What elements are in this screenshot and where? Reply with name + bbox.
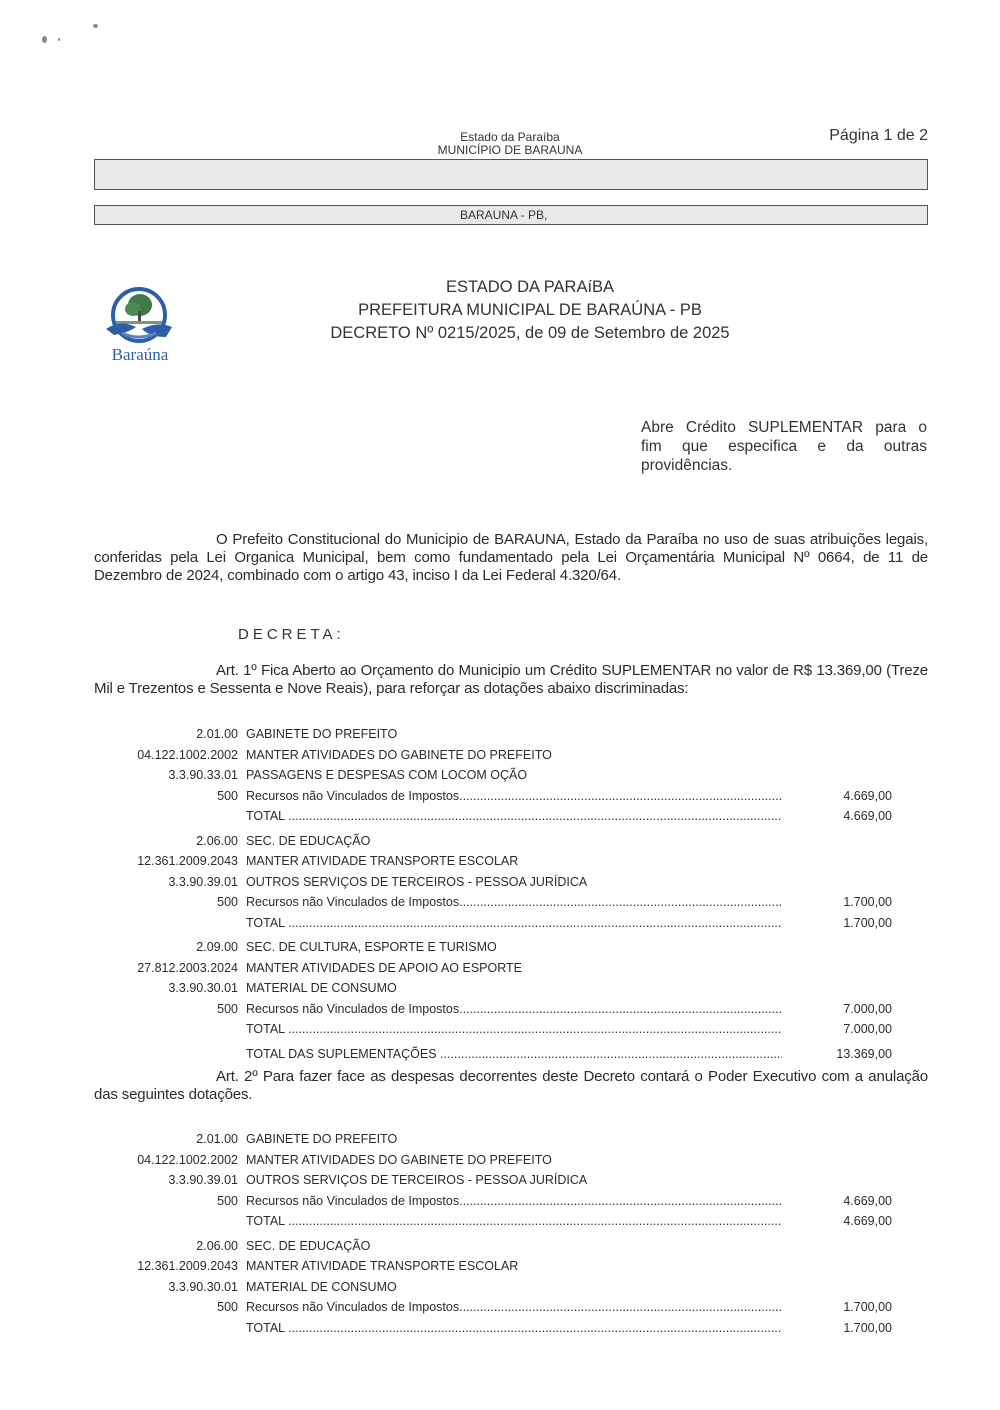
location-text: BARAUNA - PB, bbox=[460, 208, 548, 222]
article-1 bbox=[94, 662, 928, 698]
article-1-text: Art. 1º Fica Aberto ao Orçamento do Municipio um Crédito SUPLEMENTAR no valor de R$ 13.369,00 (Treze Mil e Trezentos e Sessenta e Nove Reais), para reforçar as dotações abaixo discriminadas: bbox=[94, 662, 928, 697]
element-row: 3.3.90.33.01 PASSAGENS E DESPESAS COM LOCOM OÇÃO bbox=[168, 768, 528, 782]
action-row: 12.361.2009.2043 MANTER ATIVIDADE TRANSPORTE ESCOLAR bbox=[137, 1259, 519, 1273]
org-row: 2.09.00 SEC. DE CULTURA, ESPORTE E TURISMO bbox=[196, 940, 497, 954]
org-row: 2.01.00 GABINETE DO PREFEITO bbox=[196, 1132, 398, 1146]
ementa-rest: fim que especifica e da outras providências. bbox=[641, 438, 927, 474]
title-prefeitura: PREFEITURA MUNICIPAL DE BARAÚNA - PB bbox=[358, 301, 702, 319]
source-row: 500 Recursos não Vinculados de Impostos ..... 4.669,00 bbox=[94, 1191, 928, 1212]
header-municipality: MUNICÍPIO DE BARAUNA bbox=[437, 143, 583, 157]
municipal-logo bbox=[100, 285, 178, 367]
org-row: 2.06.00 SEC. DE EDUCAÇÃO bbox=[196, 1238, 371, 1253]
title-decree: DECRETO Nº 0215/2025, de 09 de Setembro de 2025 bbox=[330, 324, 730, 342]
source-row: 500 Recursos não Vinculados de Impostos ..... 1.700,00 bbox=[94, 1297, 928, 1318]
element-row: 3.3.90.39.01 OUTROS SERVIÇOS DE TERCEIROS - PESSOA JURÍDICA bbox=[168, 874, 588, 889]
action-row: 04.122.1002.2002 MANTER ATIVIDADES DO GABINETE DO PREFEITO bbox=[137, 1152, 552, 1167]
title-state: ESTADO DA PARAíBA bbox=[445, 278, 615, 296]
running-header bbox=[380, 131, 640, 157]
header-box-blank bbox=[94, 159, 928, 190]
action-row: 27.812.2003.2024 MANTER ATIVIDADES DE APOIO AO ESPORTE bbox=[137, 960, 522, 975]
element-row: 3.3.90.30.01 MATERIAL DE CONSUMO bbox=[168, 981, 397, 995]
action-row: 04.122.1002.2002 MANTER ATIVIDADES DO GABINETE DO PREFEITO bbox=[137, 747, 552, 762]
source-row: 500 Recursos não Vinculados de Impostos ..... 7.000,00 bbox=[94, 999, 928, 1020]
ementa-line1: Abre Crédito SUPLEMENTAR para o bbox=[641, 419, 927, 436]
decreta-heading: DECRETA: bbox=[238, 626, 345, 643]
scan-artifacts bbox=[38, 20, 108, 50]
total-row: TOTAL ..... 7.000,00 bbox=[94, 1019, 928, 1040]
preamble-text: O Prefeito Constitucional do Municipio de BARAUNA, Estado da Paraíba no uso de suas atribuições legais, conferidas pela Lei Organica Municipal, bem como fundamentado pela Lei Orçamentária Municipal Nº 0664, de 11 de Dezembro de 2024, combinado com o artigo 43, inciso I da Lei Federal 4.320/64. bbox=[94, 531, 928, 584]
source-row: 500 Recursos não Vinculados de Impostos ..... 1.700,00 bbox=[94, 892, 928, 913]
org-row: 2.06.00 SEC. DE EDUCAÇÃO bbox=[196, 833, 371, 848]
element-row: 3.3.90.39.01 OUTROS SERVIÇOS DE TERCEIROS - PESSOA JURÍDICA bbox=[168, 1173, 588, 1187]
element-row: 3.3.90.30.01 MATERIAL DE CONSUMO bbox=[168, 1279, 397, 1294]
total-row: TOTAL ..... 1.700,00 bbox=[94, 1318, 928, 1339]
action-row: 12.361.2009.2043 MANTER ATIVIDADE TRANSPORTE ESCOLAR bbox=[137, 854, 519, 868]
article-2 bbox=[94, 1068, 928, 1104]
supplements-table bbox=[94, 724, 928, 1064]
document-title bbox=[300, 276, 760, 345]
grand-total-row: TOTAL DAS SUPLEMENTAÇÕES ..... 13.369,00 bbox=[94, 1044, 928, 1065]
total-row: TOTAL ..... 4.669,00 bbox=[94, 806, 928, 827]
total-row: TOTAL ..... 1.700,00 bbox=[94, 913, 928, 934]
article-2-text: Art. 2º Para fazer face as despesas decorrentes deste Decreto contará o Poder Executivo com a anulação das seguintes dotações. bbox=[94, 1068, 928, 1103]
logo-wordmark: Baraúna bbox=[111, 345, 169, 364]
header-state: Estado da Paraíba bbox=[460, 130, 560, 144]
header-box-location bbox=[94, 205, 928, 225]
source-row: 500 Recursos não Vinculados de Impostos ..... 4.669,00 bbox=[94, 786, 928, 807]
preamble-paragraph bbox=[94, 531, 928, 585]
total-row: TOTAL ..... 4.669,00 bbox=[94, 1211, 928, 1232]
ementa bbox=[641, 418, 927, 475]
org-row: 2.01.00 GABINETE DO PREFEITO bbox=[196, 727, 398, 741]
annulments-table bbox=[94, 1129, 928, 1338]
page-number: Página 1 de 2 bbox=[829, 127, 928, 144]
tree-hands-emblem-icon bbox=[100, 285, 178, 347]
